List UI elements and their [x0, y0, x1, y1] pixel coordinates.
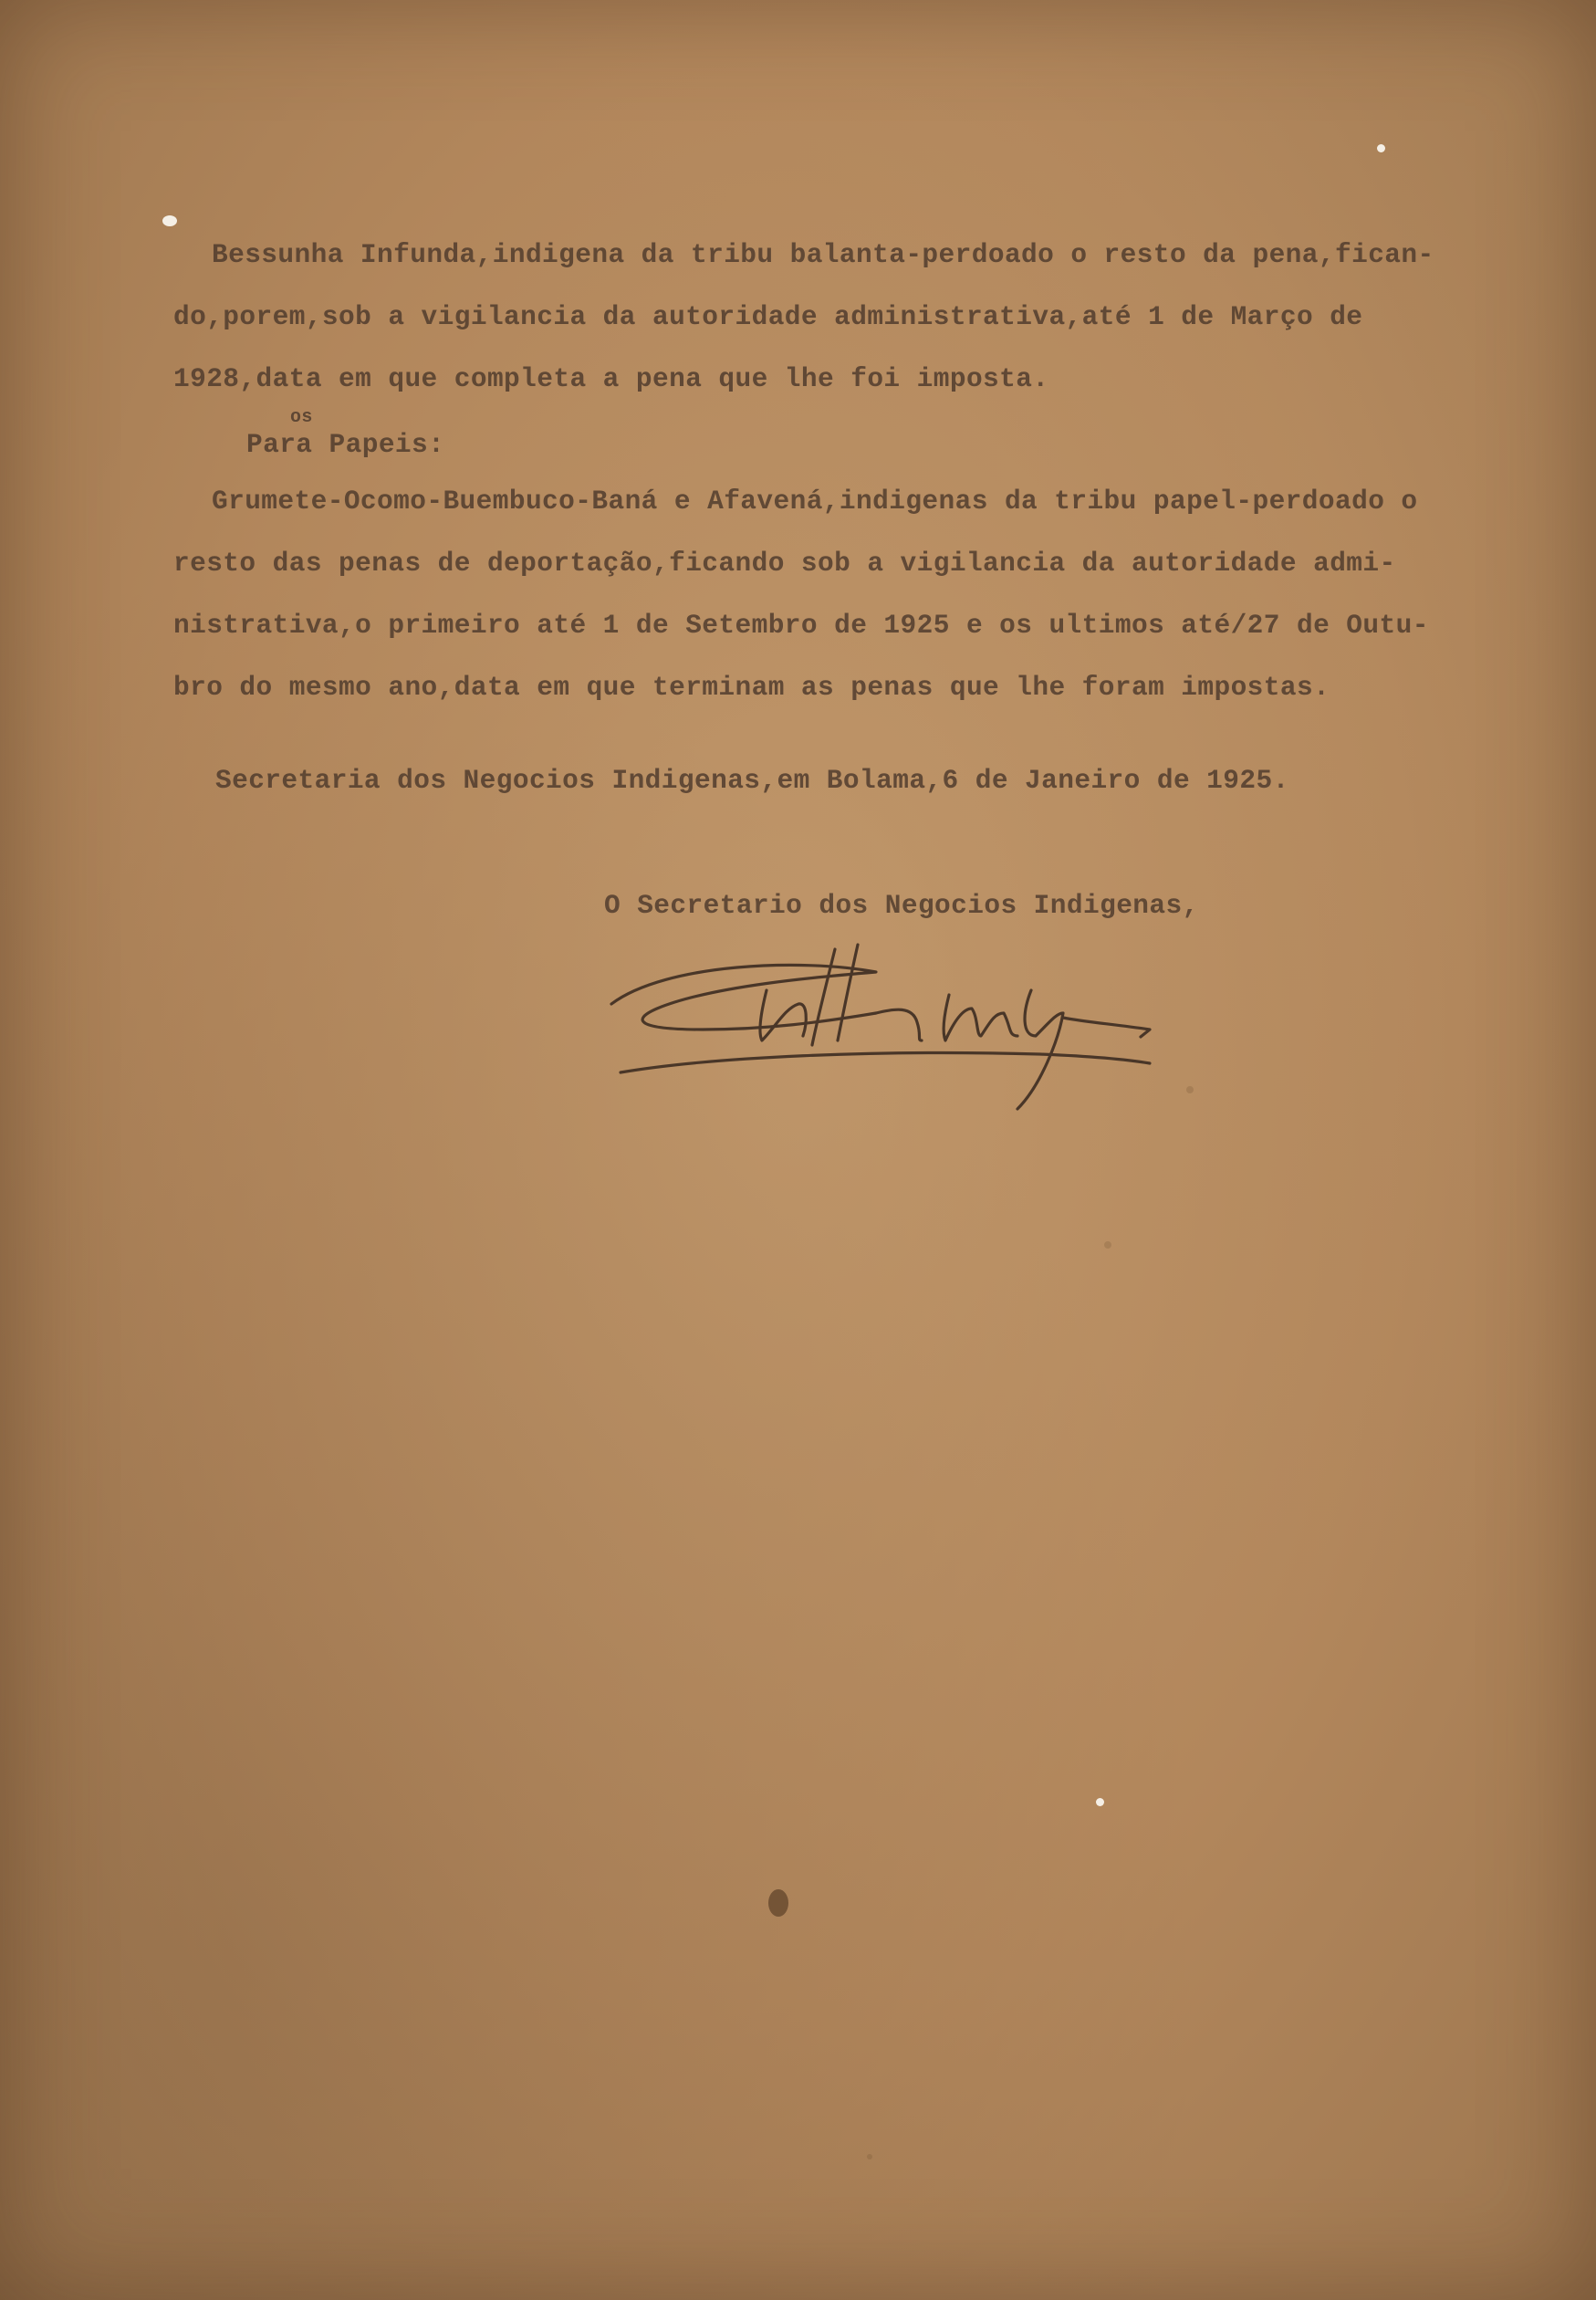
paragraph-2-line-3: nistrativa,o primeiro até 1 de Setembro de 1925 e os ultimos até/27 de Outu-: [173, 610, 1429, 641]
paragraph-2-line-4: bro do mesmo ano,data em que terminam as penas que lhe foram impostas.: [173, 672, 1330, 703]
section-heading: Para Papeis:: [246, 429, 445, 460]
paragraph-1-line-2: do,porem,sob a vigilancia da autoridade administrativa,até 1 de Março de: [173, 301, 1363, 332]
paper-stain: [1104, 1241, 1111, 1249]
paper-stain: [867, 2154, 872, 2159]
paper-stain: [768, 1889, 788, 1917]
paragraph-2-line-2: resto das penas de deportação,ficando sob a vigilancia da autoridade admi-: [173, 548, 1396, 579]
handwritten-signature: [602, 922, 1168, 1113]
signer-title: O Secretario dos Negocios Indigenas,: [604, 890, 1199, 921]
paper-hole: [162, 215, 177, 226]
paragraph-1-line-1: Bessunha Infunda,indigena da tribu balanta-perdoado o resto da pena,fican-: [212, 239, 1434, 270]
paper-hole: [1096, 1798, 1104, 1806]
paper-hole: [1377, 144, 1385, 152]
paragraph-2-line-1: Grumete-Ocomo-Buembuco-Baná e Afavená,indigenas da tribu papel-perdoado o: [212, 486, 1418, 517]
paragraph-1-line-3: 1928,data em que completa a pena que lhe foi imposta.: [173, 363, 1049, 394]
heading-insert: os: [290, 407, 313, 428]
closing-line: Secretaria dos Negocios Indigenas,em Bolama,6 de Janeiro de 1925.: [215, 765, 1289, 796]
paper-stain: [1186, 1086, 1194, 1093]
